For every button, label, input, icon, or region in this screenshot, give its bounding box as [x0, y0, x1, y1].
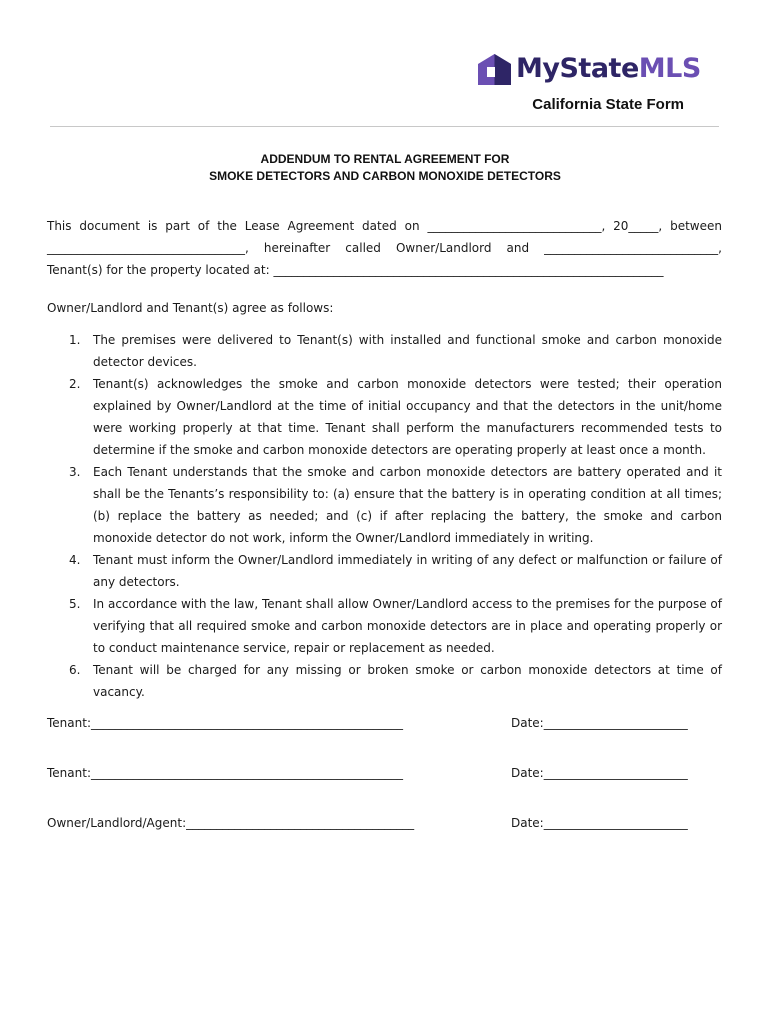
house-logo-icon [478, 53, 511, 85]
list-item [47, 461, 722, 549]
list-item-number: 4. [69, 553, 81, 567]
header-divider [50, 126, 719, 127]
tenant-date-line-2: Date:________________________ [511, 766, 688, 780]
list-item-text: The premises were delivered to Tenant(s) with installed and functional smoke and carbon monoxide detector devices. [93, 333, 722, 369]
list-item-number: 1. [69, 333, 81, 347]
document-title-line1: ADDENDUM TO RENTAL AGREEMENT FOR [260, 152, 510, 166]
owner-signature-line: Owner/Landlord/Agent:______________________________________ [47, 816, 415, 830]
list-item [47, 329, 722, 373]
tenant-signature-line-2: Tenant:____________________________________________________ [47, 766, 403, 780]
list-item-text: Tenant will be charged for any missing or broken smoke or carbon monoxide detectors at time of vacancy. [93, 663, 722, 699]
brand-name-part1: MyState [516, 53, 639, 84]
form-label: California State Form [532, 96, 684, 113]
list-item-text: Each Tenant understands that the smoke and carbon monoxide detectors are battery operated and it shall be the Tenants’s responsibility to: (a) ensure that the battery is in operating condition at all times; (b) replace the battery as needed; and (c) if after replacing the battery, the smoke and carbon monoxide detector do not work, inform the Owner/Landlord immediately in writing. [93, 465, 722, 545]
list-item-number: 2. [69, 377, 81, 391]
brand-logo [478, 52, 701, 86]
list-item [47, 549, 722, 593]
document-title-line2: SMOKE DETECTORS AND CARBON MONOXIDE DETECTORS [209, 169, 561, 183]
terms-list [47, 329, 722, 703]
tenant-signature-line-1: Tenant:____________________________________________________ [47, 716, 403, 730]
list-item-number: 5. [69, 597, 81, 611]
brand-name-part2: MLS [638, 53, 701, 84]
brand-name [516, 52, 701, 86]
list-item [47, 593, 722, 659]
list-item-text: In accordance with the law, Tenant shall allow Owner/Landlord access to the premises for the purpose of verifying that all required smoke and carbon monoxide detectors are in place and operating properly or to conduct maintenance service, repair or replacement as needed. [93, 597, 722, 655]
list-item-text: Tenant must inform the Owner/Landlord immediately in writing of any defect or malfunction or failure of any detectors. [93, 553, 722, 589]
list-item-number: 6. [69, 663, 81, 677]
list-item-text: Tenant(s) acknowledges the smoke and carbon monoxide detectors were tested; their operation explained by Owner/Landlord at the time of initial occupancy and that the detectors in the unit/home were working properly at that time. Tenant shall perform the manufacturers recommended tests to determine if the smoke and carbon monoxide detectors are operating properly at least once a month. [93, 377, 722, 457]
agreement-lead-in: Owner/Landlord and Tenant(s) agree as follows: [47, 301, 334, 315]
list-item [47, 659, 722, 703]
intro-paragraph: This document is part of the Lease Agreement dated on _____________________________, 20_____, between _________________________________, hereinafter called Owner/Landlord and _____________________________, Tenant(s) for the property located at: _________________________________________________________________ [47, 219, 722, 277]
list-item [47, 373, 722, 461]
tenant-date-line-1: Date:________________________ [511, 716, 688, 730]
list-item-number: 3. [69, 465, 81, 479]
owner-date-line: Date:________________________ [511, 816, 688, 830]
